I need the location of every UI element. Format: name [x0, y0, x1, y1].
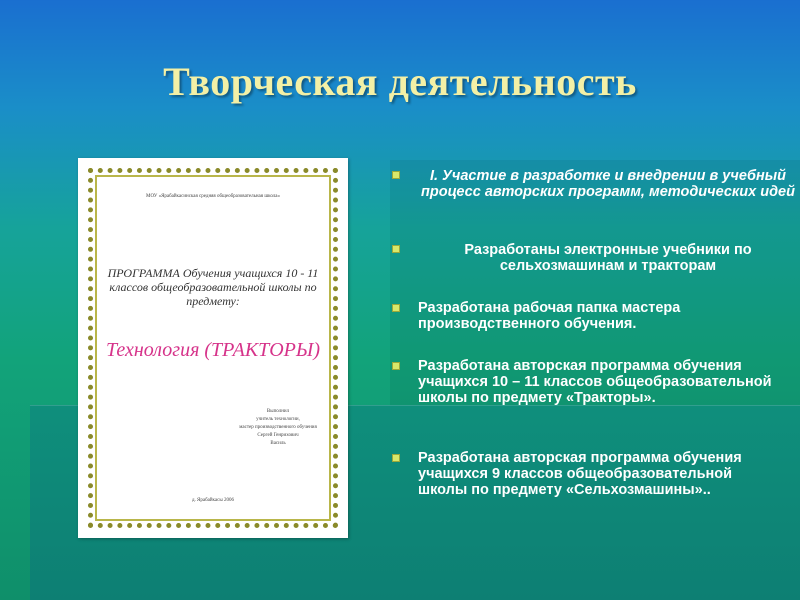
list-item: [392, 450, 778, 498]
document-program-heading: ПРОГРАММА Обучения учащихся 10 - 11 классов общеобразовательной школы по предмету:: [107, 266, 319, 308]
list-item: [392, 358, 778, 406]
list-item-text: Разработаны электронные учебники по сельхозмашинам и тракторам: [464, 242, 752, 274]
square-bullet-icon: [392, 304, 400, 312]
square-bullet-icon: [392, 362, 400, 370]
document-place-year: д. Ярабайкасы 2006: [192, 498, 234, 503]
list-item-text: Разработана рабочая папка мастера производственного обучения.: [418, 300, 681, 332]
square-bullet-icon: [392, 245, 400, 253]
list-item-text: Разработана авторская программа обучения учащихся 9 классов общеобразовательной школы по предмету «Сельхозмашины»..: [418, 450, 742, 498]
program-document-image: [78, 158, 348, 538]
document-author: Выполнил учитель технологии, мастер производственного обучения Сергей Генрихович Василь: [239, 409, 317, 446]
document-subject: Технология (ТРАКТОРЫ): [105, 339, 320, 361]
slide-title: Творческая деятельность: [163, 59, 637, 104]
list-item: [392, 300, 768, 332]
list-item: [392, 168, 798, 200]
square-bullet-icon: [392, 171, 400, 179]
document-school-name: МОУ «Ярабайкасинская средняя общеобразовательная школа»: [146, 194, 280, 199]
list-item-text: I. Участие в разработке и внедрении в учебный процесс авторских программ, методических идей: [421, 168, 795, 200]
list-item: [392, 242, 798, 274]
list-item-text: Разработана авторская программа обучения учащихся 10 – 11 классов общеобразовательной школы по предмету «Тракторы».: [418, 358, 772, 406]
square-bullet-icon: [392, 454, 400, 462]
